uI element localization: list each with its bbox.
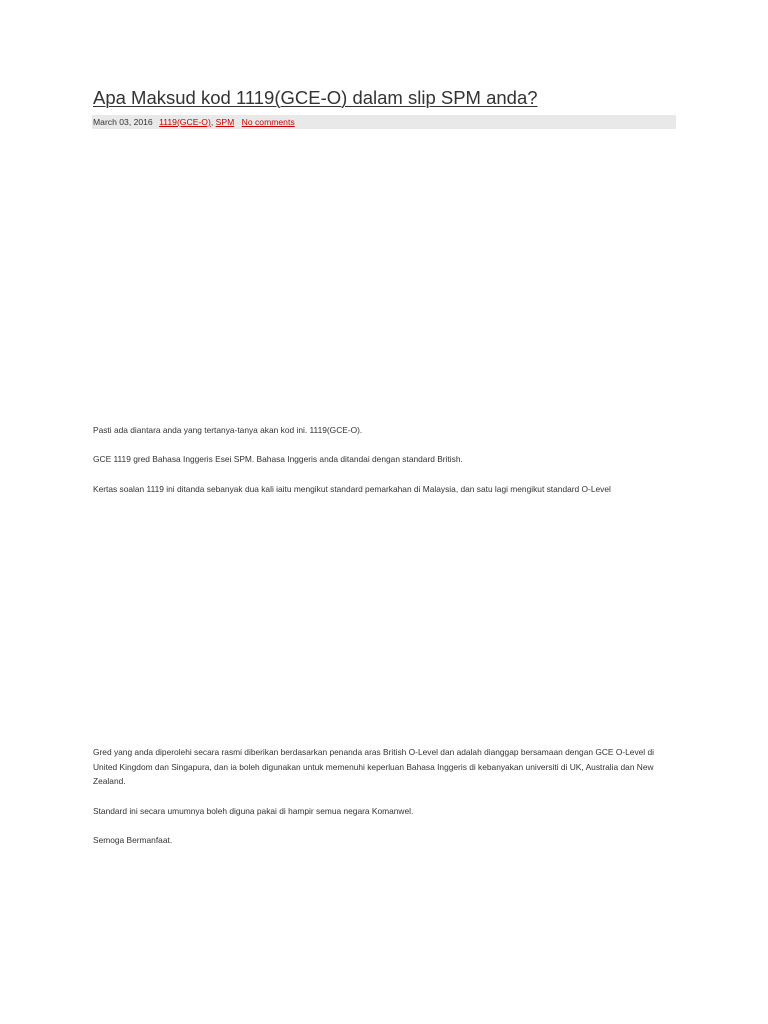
post-paragraph: Kertas soalan 1119 ini ditanda sebanyak dua kali iaitu mengikut standard pemarkahan di Malaysia, dan satu lagi mengikut standard O-Level <box>93 484 611 494</box>
post-paragraph: Gred yang anda diperolehi secara rasmi diberikan berdasarkan penanda aras British O-Level dan adalah dianggap bersamaan dengan GCE O-Level di United Kingdom dan Singapura, dan ia boleh digunakan untuk memenuhi keperluan Bahasa Inggeris di kebanyakan universiti di UK, Australia dan New Zealand. <box>93 747 655 787</box>
label-link-spm[interactable]: SPM <box>215 117 235 127</box>
post-paragraph: GCE 1119 gred Bahasa Inggeris Esei SPM. Bahasa Inggeris anda ditandai dengan standard British. <box>93 454 463 464</box>
post-meta-bar <box>92 115 676 129</box>
post-title[interactable]: Apa Maksud kod 1119(GCE-O) dalam slip SPM anda? <box>93 87 538 108</box>
post-paragraph: Semoga Bermanfaat. <box>93 835 173 845</box>
label-separator: , <box>210 117 214 127</box>
post-date: March 03, 2016 <box>93 117 153 127</box>
label-link-1119-gce-o[interactable]: 1119(GCE-O) <box>159 117 211 127</box>
post-paragraph: Standard ini secara umumnya boleh diguna pakai di hampir semua negara Komanwel. <box>93 806 414 816</box>
comments-link[interactable]: No comments <box>241 117 295 127</box>
post-paragraph: Pasti ada diantara anda yang tertanya-tanya akan kod ini. 1119(GCE-O). <box>93 425 363 435</box>
